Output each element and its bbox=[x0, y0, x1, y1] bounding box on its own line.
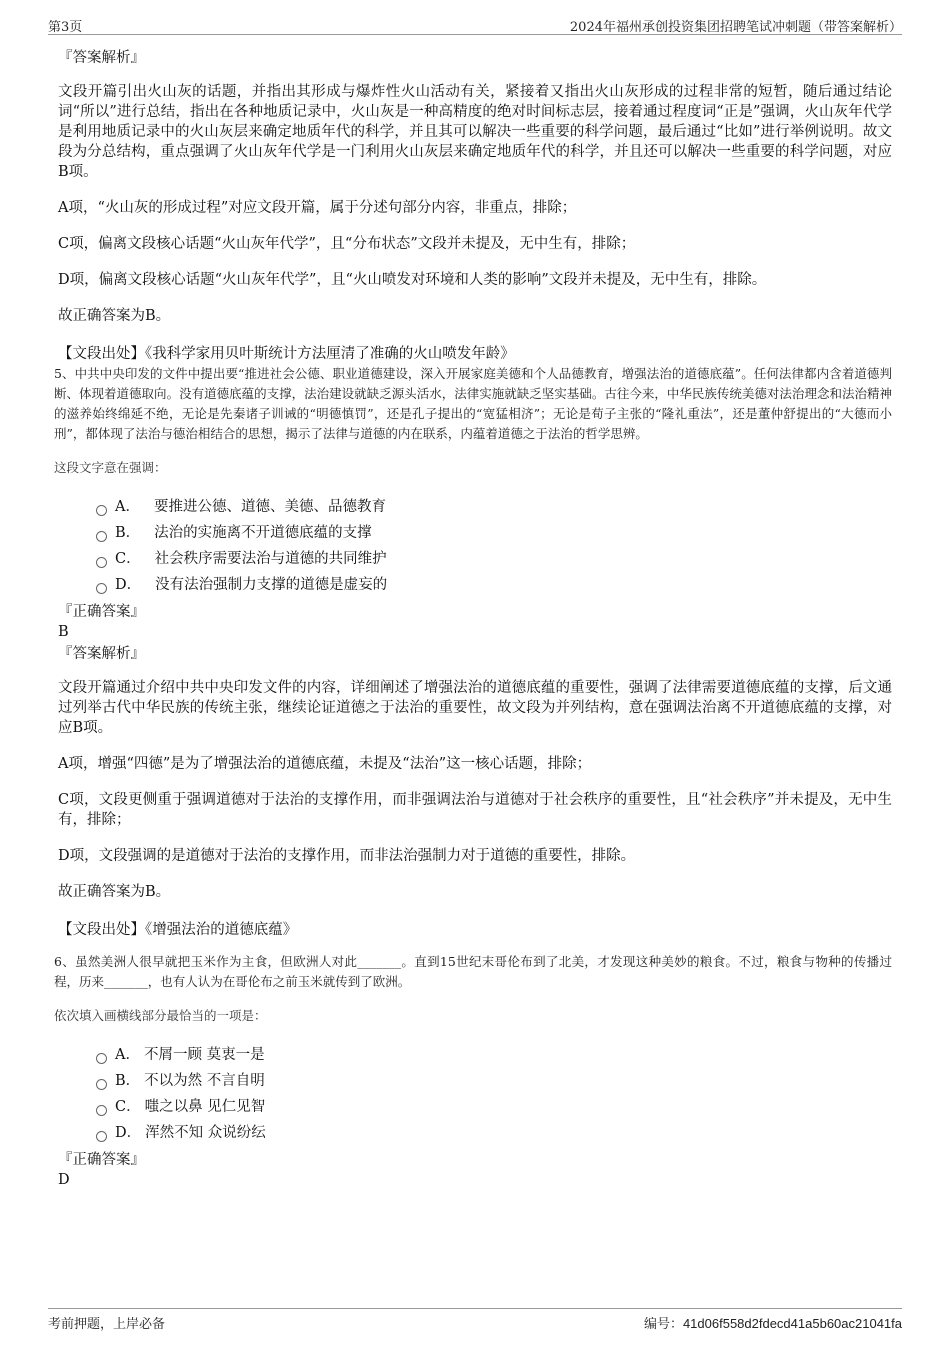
radio-icon[interactable] bbox=[96, 1053, 107, 1064]
footer-slogan: 考前押题，上岸必备 bbox=[48, 1317, 166, 1332]
question-6 bbox=[54, 952, 892, 1190]
option-list bbox=[96, 494, 892, 598]
option-letter: D． bbox=[115, 577, 142, 593]
page-content bbox=[54, 44, 892, 1190]
option-text: 嗤之以鼻 见仁见智 bbox=[144, 1099, 266, 1115]
option-text: 没有法治强制力支撑的道德是虚妄的 bbox=[155, 577, 388, 593]
correct-answer-label: 『正确答案』 bbox=[58, 604, 145, 620]
question-stem: 6、虽然美洲人很早就把玉米作为主食，但欧洲人对此_______。直到15世纪末哥伦布到了北美，才发现这种美妙的粮食。不过，粮食与物种的传播过程，历来_______，也有人认为在哥伦布之前玉米就传到了欧洲。 bbox=[54, 954, 892, 989]
document-code bbox=[644, 1313, 902, 1332]
analysis-paragraph: 故正确答案为B。 bbox=[58, 884, 171, 900]
question-prompt: 这段文字意在强调： bbox=[54, 460, 167, 475]
question-prompt: 依次填入画横线部分最恰当的一项是： bbox=[54, 1008, 267, 1023]
option-text: 不以为然 不言自明 bbox=[144, 1073, 265, 1089]
radio-icon[interactable] bbox=[96, 1079, 107, 1090]
radio-icon[interactable] bbox=[96, 583, 107, 594]
option-text: 社会秩序需要法治与道德的共同维护 bbox=[154, 551, 387, 567]
option-d[interactable] bbox=[96, 572, 892, 598]
option-a[interactable] bbox=[96, 1042, 892, 1068]
source-citation: 【文段出处】《我科学家用贝叶斯统计方法厘清了准确的火山喷发年龄》 bbox=[58, 346, 515, 362]
analysis-paragraph: 文段开篇通过介绍中共中央印发文件的内容，详细阐述了增强法治的道德底蕴的重要性，强调了法律需要道德底蕴的支撑，后文通过列举古代中华民族的传统主张，继续论证道德之于法治的重要性，故文段为并列结构，意在强调法治离不开道德底蕴的支撑，对应B项。 bbox=[58, 680, 892, 736]
analysis-label: 『答案解析』 bbox=[58, 50, 145, 66]
analysis-paragraph: 故正确答案为B。 bbox=[58, 308, 171, 324]
radio-icon[interactable] bbox=[96, 1131, 107, 1142]
option-letter: C． bbox=[115, 551, 141, 567]
option-letter: A． bbox=[115, 1047, 140, 1063]
option-c[interactable] bbox=[96, 546, 892, 572]
option-letter: B． bbox=[115, 525, 141, 541]
radio-icon[interactable] bbox=[96, 531, 107, 542]
analysis-paragraph: D项，文段强调的是道德对于法治的支撑作用，而非法治强制力对于道德的重要性，排除。 bbox=[58, 848, 636, 864]
analysis-paragraph: A项，“火山灰的形成过程”对应文段开篇，属于分述句部分内容，非重点，排除； bbox=[58, 200, 577, 216]
source-citation: 【文段出处】《增强法治的道德底蕴》 bbox=[58, 922, 298, 938]
analysis-paragraph: C项，文段更侧重于强调道德对于法治的支撑作用，而非强调法治与道德对于社会秩序的重要性，且“社会秩序”并未提及，无中生有，排除； bbox=[58, 792, 892, 828]
option-text: 浑然不知 众说纷纭 bbox=[145, 1125, 266, 1141]
analysis-paragraph: C项，偏离文段核心话题“火山灰年代学”，且“分布状态”文段并未提及，无中生有，排除； bbox=[58, 236, 636, 252]
radio-icon[interactable] bbox=[96, 557, 107, 568]
radio-icon[interactable] bbox=[96, 505, 107, 516]
analysis-paragraph: 文段开篇引出火山灰的话题，并指出其形成与爆炸性火山活动有关，紧接着又指出火山灰形成的过程非常的短暂，随后通过结论词“所以”进行总结，指出在各种地质记录中，火山灰是一种高精度的绝对时间标志层，接着通过程度词“正是”强调，火山灰年代学是利用地质记录中的火山灰层来确定地质年代的科学，并且其可以解决一些重要的科学问题，最后通过“比如”进行举例说明。故文段为分总结构，重点强调了火山灰年代学是一门利用火山灰层来确定地质年代的科学，并且还可以解决一些重要的科学问题，对应B项。 bbox=[58, 84, 892, 180]
option-letter: B． bbox=[115, 1073, 141, 1089]
option-text: 要推进公德、道德、美德、品德教育 bbox=[153, 499, 386, 515]
page-header bbox=[48, 14, 902, 35]
correct-answer: B bbox=[58, 624, 69, 640]
option-letter: D． bbox=[115, 1125, 142, 1141]
document-title: 2024年福州承创投资集团招聘笔试冲刺题（带答案解析） bbox=[569, 20, 902, 35]
radio-icon[interactable] bbox=[96, 1105, 107, 1116]
option-text: 不屑一顾 莫衷一是 bbox=[143, 1047, 265, 1063]
question-5 bbox=[54, 364, 892, 940]
correct-answer: D bbox=[58, 1172, 70, 1188]
analysis-label: 『答案解析』 bbox=[58, 646, 145, 662]
question-stem: 5、中共中央印发的文件中提出要“推进社会公德、职业道德建设，深入开展家庭美德和个人品德教育，增强法治的道德底蕴”。任何法律都内含着道德判断、体现着道德取向。没有道德底蕴的支撑，法治建设就缺乏源头活水，法律实施就缺乏坚实基础。古往今来，中华民族传统美德对法治理念和法治精神的滋养始终绵延不绝，无论是先秦诸子训诫的“明德慎罚”，还是孔子提出的“宽猛相济”；无论是荀子主张的“隆礼重法”，还是董仲舒提出的“大德而小刑”，都体现了法治与德治相结合的思想，揭示了法律与道德的内在联系，内蕴着道德之于法治的哲学思辨。 bbox=[54, 366, 892, 441]
option-d[interactable] bbox=[96, 1120, 892, 1146]
option-a[interactable] bbox=[96, 494, 892, 520]
analysis-paragraph: A项，增强“四德”是为了增强法治的道德底蕴，未提及“法治”这一核心话题，排除； bbox=[58, 756, 592, 772]
option-text: 法治的实施离不开道德底蕴的支撑 bbox=[154, 525, 372, 541]
option-c[interactable] bbox=[96, 1094, 892, 1120]
code-value: 41d06f558d2fdecd41a5b60ac21041fa bbox=[682, 1316, 902, 1331]
option-list bbox=[96, 1042, 892, 1146]
analysis-paragraph: D项，偏离文段核心话题“火山灰年代学”，且“火山喷发对环境和人类的影响”文段并未提及，无中生有，排除。 bbox=[58, 272, 767, 288]
option-letter: C． bbox=[115, 1099, 141, 1115]
correct-answer-label: 『正确答案』 bbox=[58, 1152, 145, 1168]
page-footer bbox=[48, 1308, 902, 1331]
code-label: 编号： bbox=[643, 1316, 683, 1331]
option-b[interactable] bbox=[96, 1068, 892, 1094]
option-b[interactable] bbox=[96, 520, 892, 546]
option-letter: A． bbox=[115, 499, 140, 515]
page-number: 第3页 bbox=[48, 20, 83, 35]
